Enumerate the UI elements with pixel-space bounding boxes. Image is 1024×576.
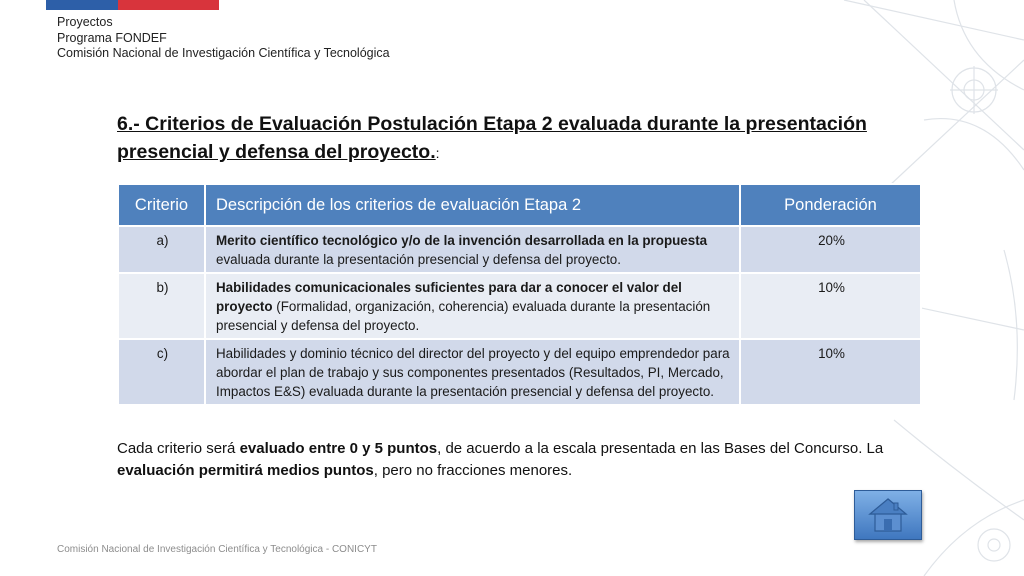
note-text-1: Cada criterio será [117, 440, 240, 457]
criterio-description-rest: (Formalidad, organización, coherencia) evaluada durante la presentación presencial y defensa del proyecto. [216, 299, 711, 333]
criteria-table [117, 183, 922, 406]
criterio-description-rest: Habilidades y dominio técnico del director del proyecto y del equipo emprendedor para abordar el plan de trabajo y sus componentes presentados (Resultados, PI, Mercado, Impactos E&S) evaluada durante la presentación presencial y defensa del proyecto. [216, 346, 730, 399]
home-button[interactable] [854, 490, 922, 540]
criterio-letter: a) [118, 226, 205, 273]
header-criterio: Criterio [118, 184, 205, 226]
header-line-2: Programa FONDEF [57, 30, 167, 45]
criterio-letter: c) [118, 339, 205, 405]
header-ponderacion: Ponderación [740, 184, 921, 226]
header-line-3: Comisión Nacional de Investigación Científica y Tecnológica [57, 46, 390, 60]
criterio-description [205, 273, 740, 339]
evaluation-note [117, 438, 907, 481]
title-suffix: : [435, 145, 440, 161]
flag-red-segment [118, 0, 219, 10]
criterio-description [205, 339, 740, 405]
title-text: 6.- Criterios de Evaluación Postulación Etapa 2 evaluada durante la presentación presencial y defensa del proyecto. [117, 113, 867, 163]
criterio-description [205, 226, 740, 273]
slide-header [57, 15, 390, 62]
note-text-2: , de acuerdo a la escala presentada en las Bases del Concurso. La [437, 440, 884, 457]
criterio-weight: 20% [740, 226, 921, 273]
slide-title [117, 110, 897, 167]
criterio-description-bold: Habilidades comunicacionales suficientes para dar a conocer el valor del proyecto [216, 280, 682, 314]
note-text-3: , pero no fracciones menores. [373, 461, 573, 479]
table-row [118, 273, 921, 339]
note-bold-2: evaluación permitirá medios puntos [117, 461, 374, 479]
criterio-letter: b) [118, 273, 205, 339]
table-row [118, 339, 921, 405]
criterio-weight: 10% [740, 339, 921, 405]
table-header-row [118, 184, 921, 226]
table-row [118, 226, 921, 273]
chile-flag-bar [46, 0, 219, 10]
home-icon [868, 496, 908, 534]
header-descripcion: Descripción de los criterios de evaluación Etapa 2 [205, 184, 740, 226]
flag-blue-segment [46, 0, 118, 10]
criterio-description-bold: Merito científico tecnológico y/o de la invención desarrollada en la propuesta [216, 233, 708, 248]
note-bold-1: evaluado entre 0 y 5 puntos [239, 440, 438, 457]
header-line-1: Proyectos [57, 15, 113, 29]
footer-text: Comisión Nacional de Investigación Científica y Tecnológica - CONICYT [57, 544, 377, 555]
criterio-weight: 10% [740, 273, 921, 339]
criterio-description-rest: evaluada durante la presentación presencial y defensa del proyecto. [216, 252, 621, 267]
